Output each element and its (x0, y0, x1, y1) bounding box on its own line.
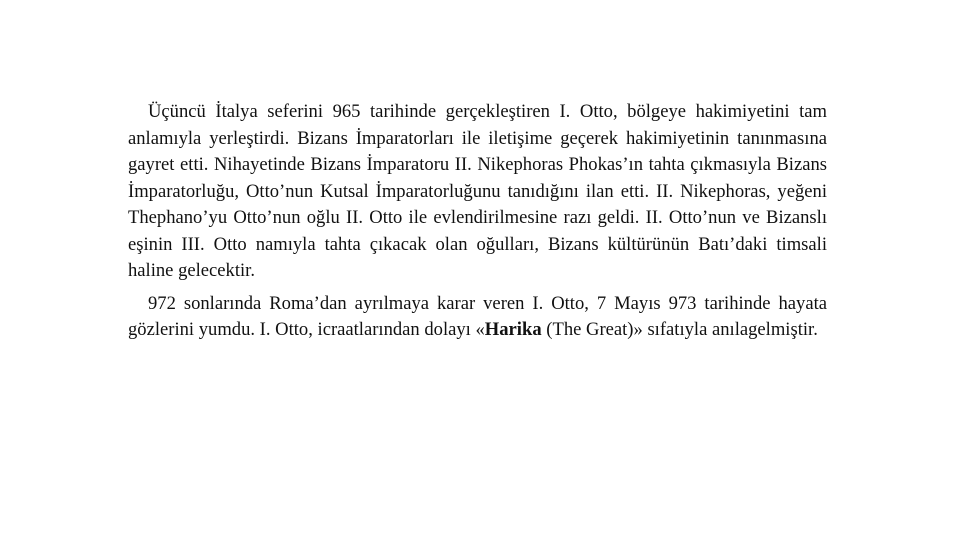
paragraph-otto-italy: Üçüncü İtalya seferini 965 tarihinde gerçekleştiren I. Otto, bölgeye hakimiyetini tam anlamıyla yerleştirdi. Bizans İmparatorları ile iletişime geçerek hakimiyetinin tanınmasına gayret etti. Nihayetinde Bizans İmparatoru II. Nikephoras Phokas’ın tahta çıkmasıyla Bizans İmparatorluğu, Otto’nun Kutsal İmparatorluğunu tanıdığını ilan etti. II. Nikephoras, yeğeni Thephano’yu Otto’nun oğlu II. Otto ile evlendirilmesine razı geldi. II. Otto’nun ve Bizanslı eşinin III. Otto namıyla tahta çıkacak olan oğulları, Bizans kültürünün Batı’daki timsali haline gelecektir. (128, 101, 827, 281)
paragraph-otto-death-text: 972 sonlarında Roma’dan ayrılmaya karar veren I. Otto, 7 Mayıs 973 tarihinde hayata gözlerini yumdu. I. Otto, icraatlarından dolayı « (128, 292, 827, 340)
harika-epithet: Harika (484, 319, 542, 340)
paragraph-otto-death (128, 291, 827, 344)
slide-text (128, 99, 827, 344)
paragraph-otto-death-ending: (The Great)» sıfatıyla anılagelmiştir. (541, 319, 818, 340)
